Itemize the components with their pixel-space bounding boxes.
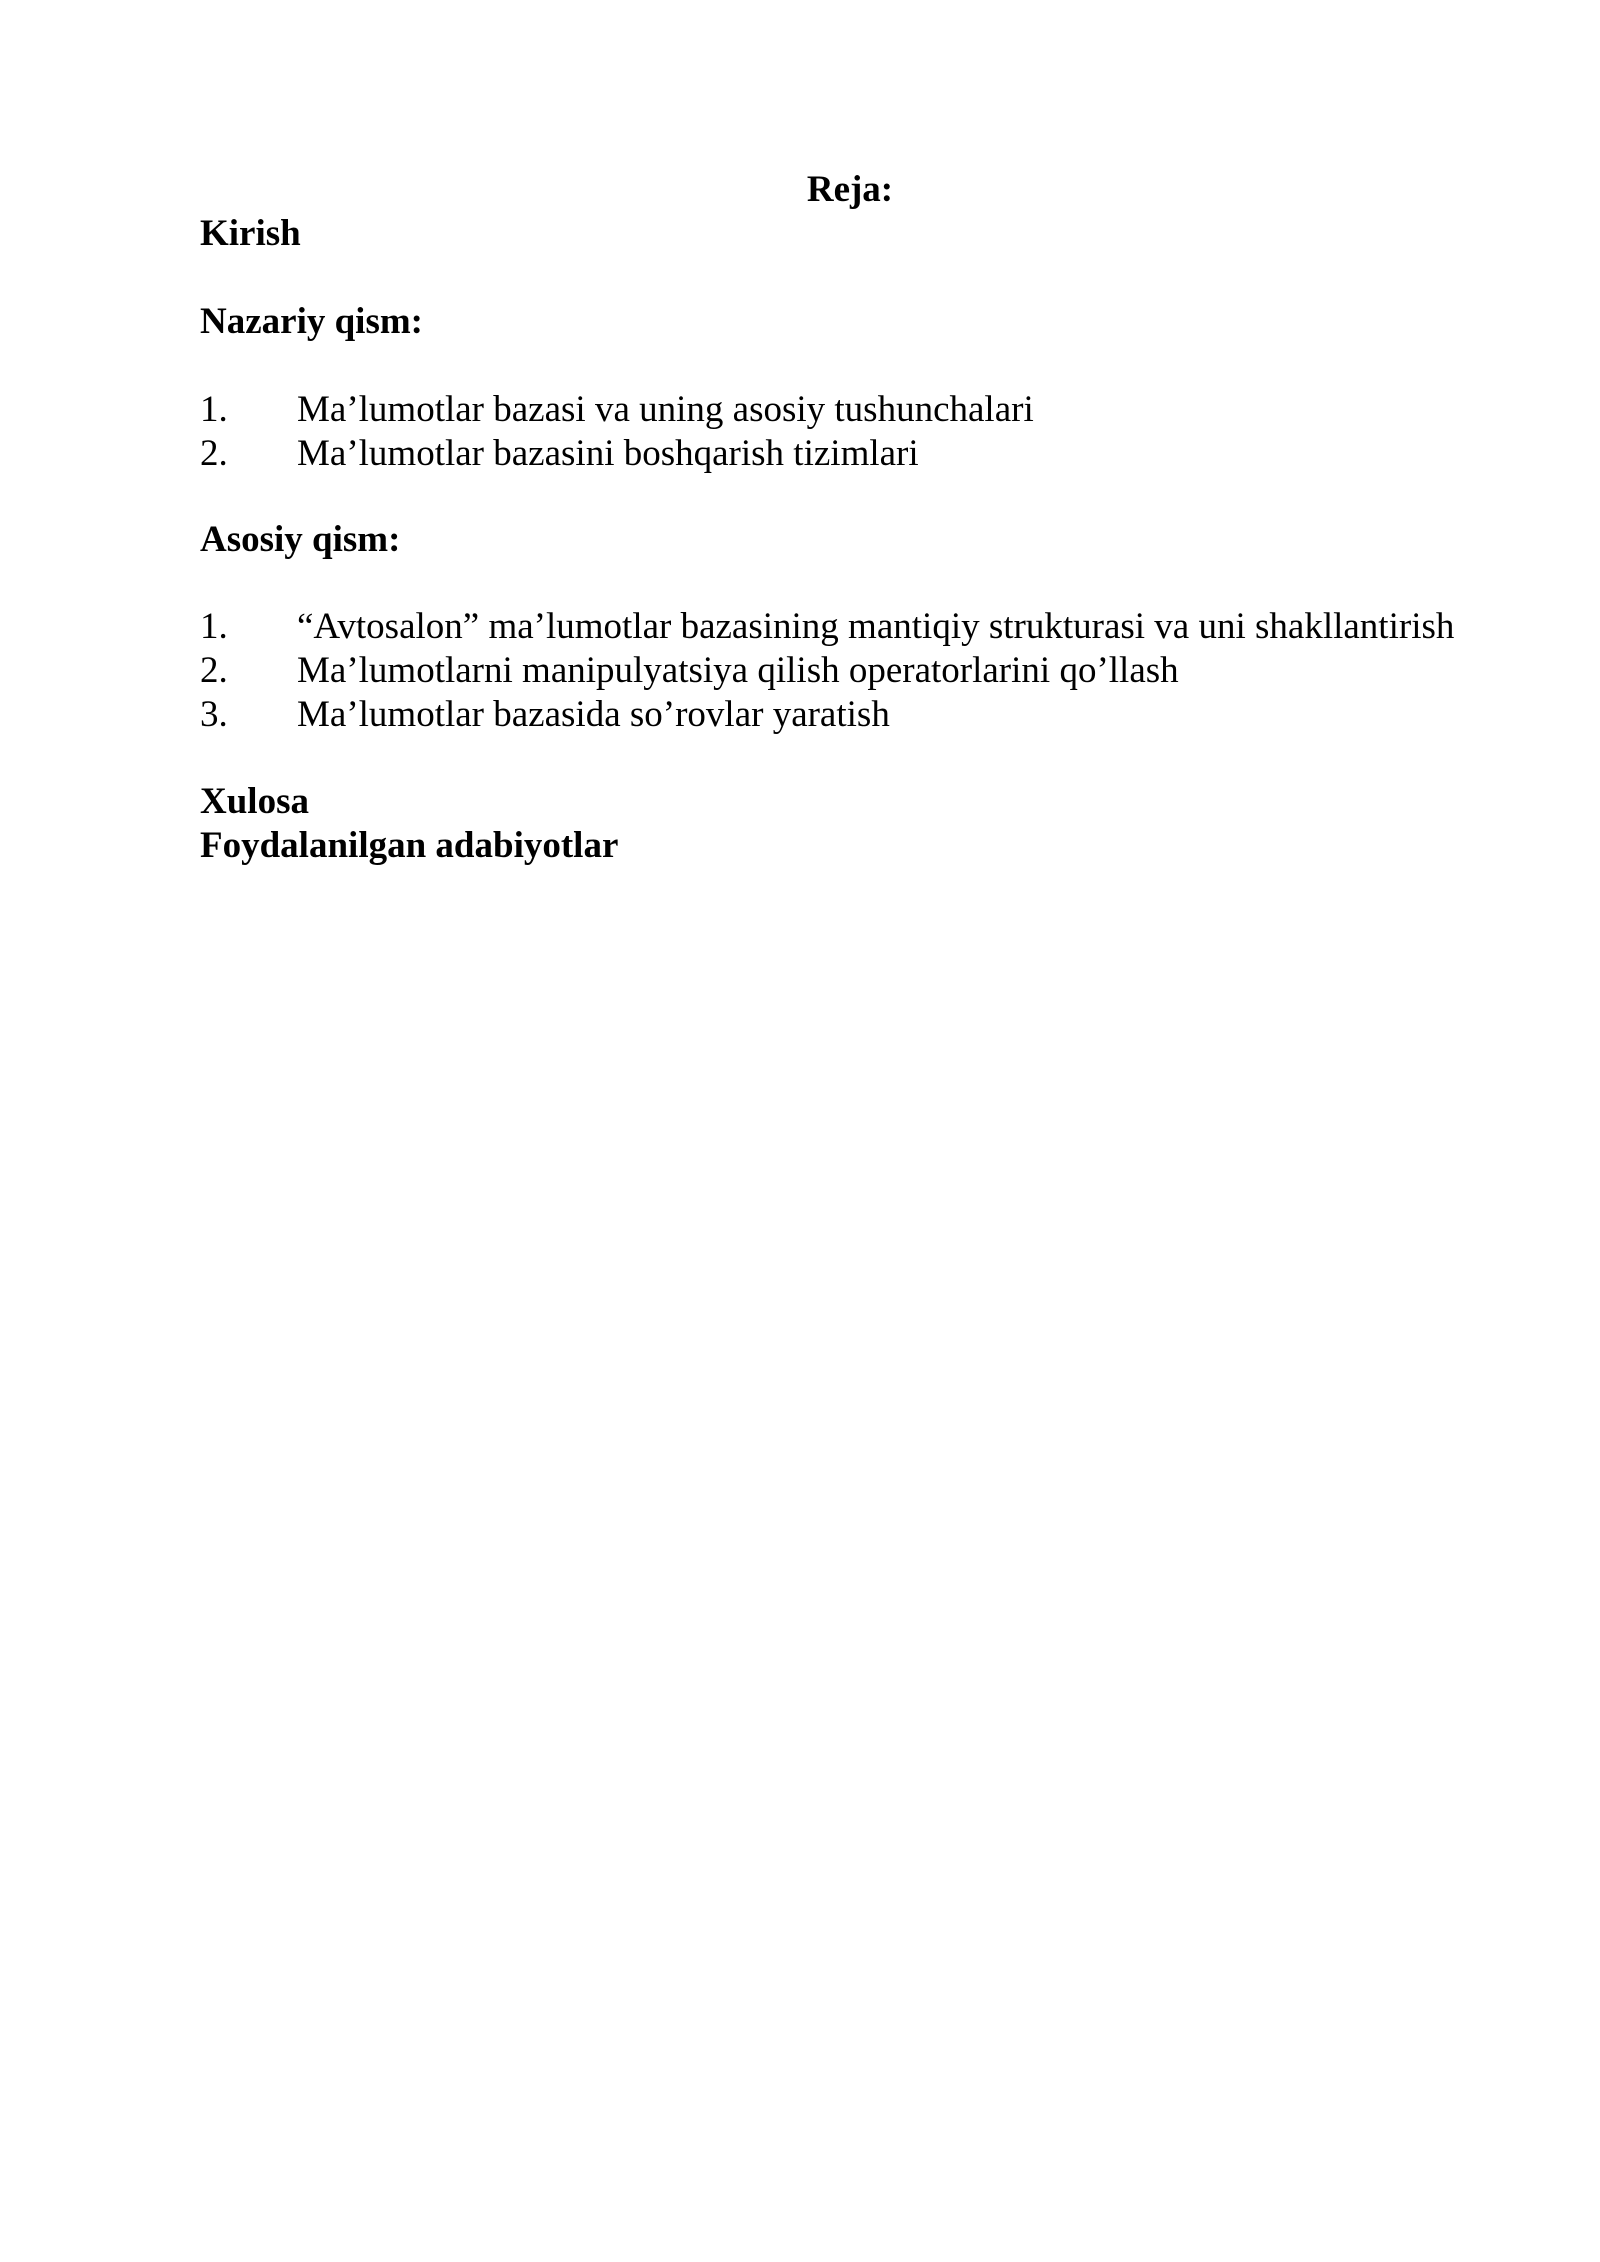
document-title: Reja: <box>806 169 894 210</box>
list-text: Ma’lumotlarni manipulyatsiya qilish operatorlarini qo’llash <box>297 650 1179 691</box>
list-item <box>200 649 1179 693</box>
list-text: Ma’lumotlar bazasini boshqarish tizimlari <box>297 433 919 474</box>
heading-intro: Kirish <box>200 213 301 254</box>
list-text: “Avtosalon” ma’lumotlar bazasining mantiqiy strukturasi va uni shakllantirish <box>297 606 1455 647</box>
list-number: 2. <box>200 650 228 691</box>
list-item <box>200 605 1454 649</box>
list-item <box>200 388 1034 432</box>
list-item <box>200 693 890 737</box>
list-number: 3. <box>200 694 228 735</box>
list-text: Ma’lumotlar bazasida so’rovlar yaratish <box>297 694 890 735</box>
heading-main: Asosiy qism: <box>200 519 401 560</box>
heading-theory: Nazariy qism: <box>200 301 423 342</box>
list-item <box>200 432 919 476</box>
heading-references: Foydalanilgan adabiyotlar <box>200 825 619 866</box>
list-number: 2. <box>200 433 228 474</box>
list-number: 1. <box>200 389 228 430</box>
list-number: 1. <box>200 606 228 647</box>
heading-conclusion: Xulosa <box>200 781 309 822</box>
list-text: Ma’lumotlar bazasi va uning asosiy tushunchalari <box>297 389 1034 430</box>
